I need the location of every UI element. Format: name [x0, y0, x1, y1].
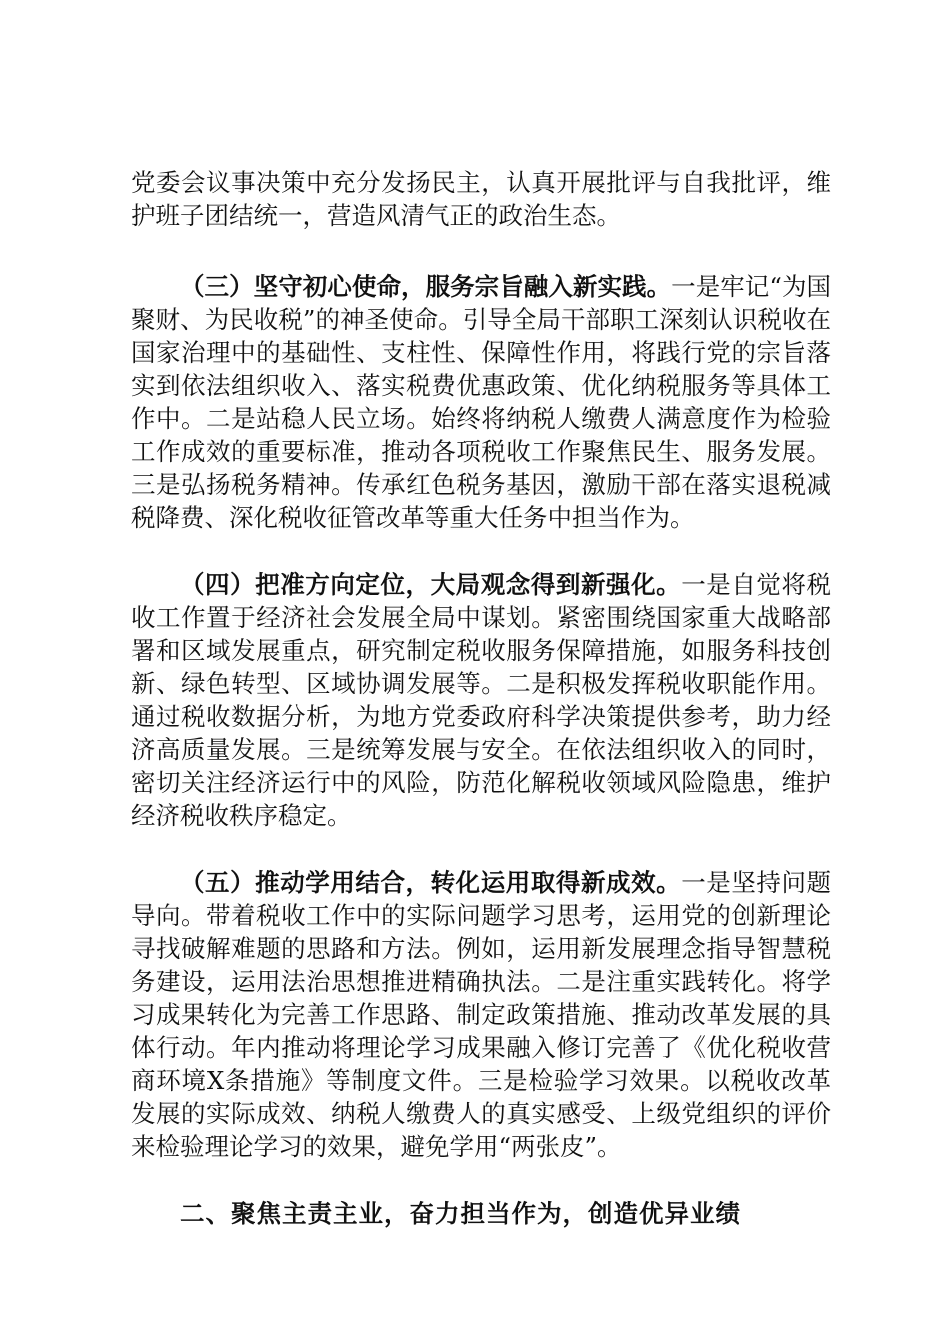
paragraph-text: 一是牢记“为国聚财、为民收税”的神圣使命。引导全局干部职工深刻认识税收在国家治理中的基础性、支柱性、保障性作用，将践行党的宗旨落实到依法组织收入、落实税费优惠政策、优化纳税服务等具体工作中。二是站稳人民立场。始终将纳税人缴费人满意度作为检验工作成效的重要标准，推动各项税收工作聚焦民生、服务发展。三是弘扬税务精神。传承红色税务基因，激励干部在落实退税减税降费、深化税收征管改革等重大任务中担当作为。 — [131, 272, 832, 532]
paragraph-text: 一是自觉将税收工作置于经济社会发展全局中谋划。紧密围绕国家重大战略部署和区域发展重点，研究制定税收服务保障措施，如服务科技创新、绿色转型、区域协调发展等。二是积极发挥税收职能作用。通过税收数据分析，为地方党委政府科学决策提供参考，助力经济高质量发展。三是统筹发展与安全。在依法组织收入的同时，密切关注经济运行中的风险，防范化解税收领域风险隐患，维护经济税收秩序稳定。 — [131, 570, 832, 830]
paragraph-item-3 — [131, 270, 831, 534]
paragraph-text: 一是坚持问题导向。带着税收工作中的实际问题学习思考，运用党的创新理论寻找破解难题的思路和方法。例如，运用新发展理念指导智慧税务建设，运用法治思想推进精确执法。二是注重实践转化。将学习成果转化为完善工作思路、制定政策措施、推动改革发展的具体行动。年内推动将理论学习成果融入修订完善了《优化税收营商环境X条措施》等制度文件。三是检验学习效果。以税收改革发展的实际成效、纳税人缴费人的真实感受、上级党组织的评价来检验理论学习的效果，避免学用“两张皮”。 — [131, 868, 832, 1161]
document-body — [131, 166, 831, 1230]
paragraph-heading: （四）把准方向定位，大局观念得到新强化。 — [180, 570, 682, 599]
paragraph-heading: （五）推动学用结合，转化运用取得新成效。 — [180, 868, 682, 897]
paragraph-continued — [131, 166, 831, 232]
section-heading: 二、聚焦主责主业，奋力担当作为，创造优异业绩 — [180, 1199, 741, 1228]
paragraph-item-5 — [131, 866, 831, 1163]
paragraph-item-4 — [131, 568, 831, 832]
paragraph-heading: （三）坚守初心使命，服务宗旨融入新实践。 — [180, 272, 672, 301]
paragraph-text: 党委会议事决策中充分发扬民主，认真开展批评与自我批评，维护班子团结统一，营造风清气正的政治生态。 — [131, 168, 831, 230]
